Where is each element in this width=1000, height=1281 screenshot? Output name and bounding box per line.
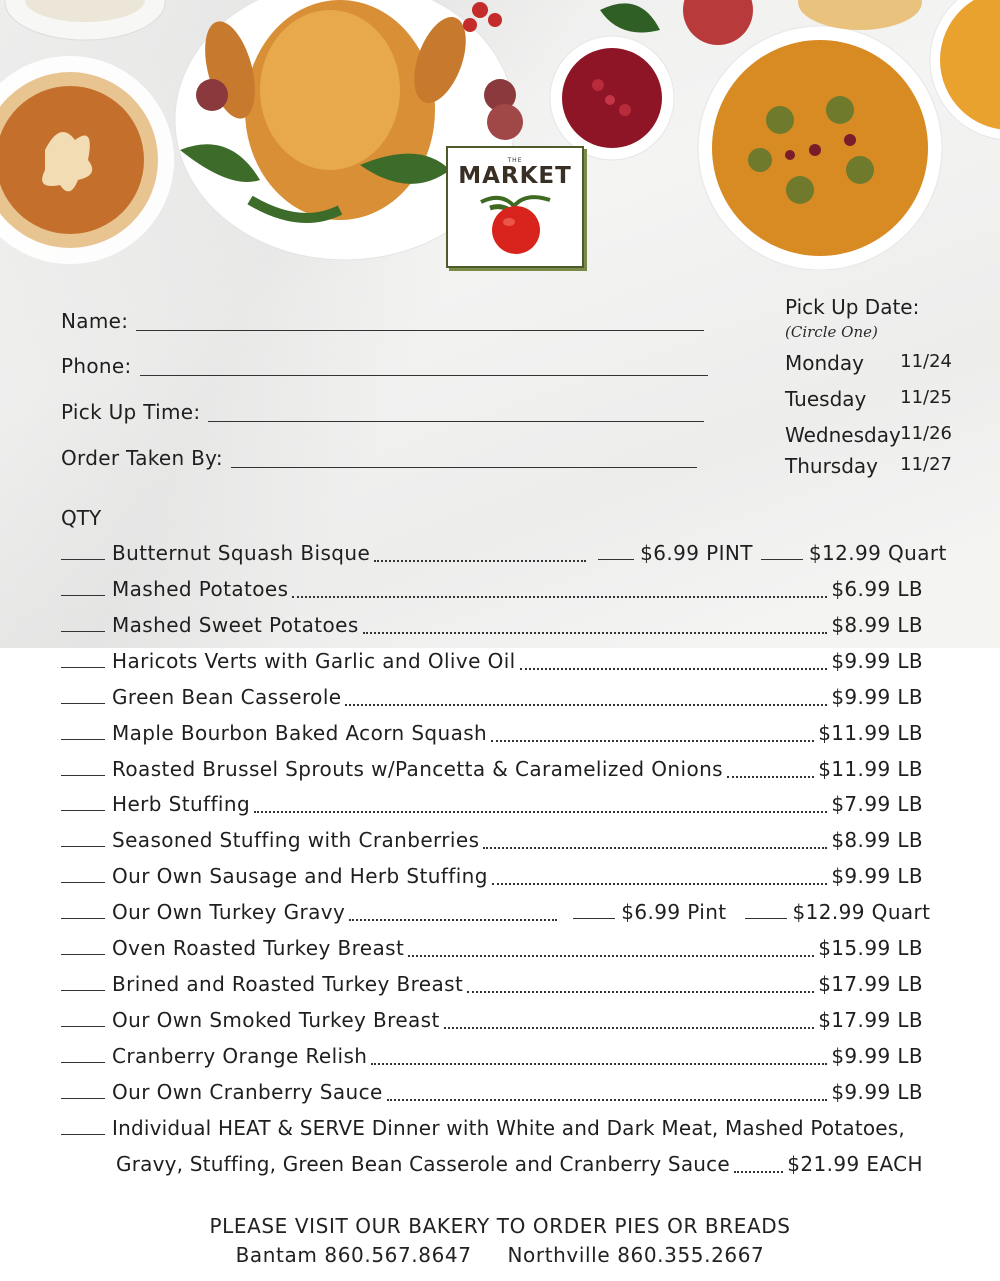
item-name: Our Own Turkey Gravy xyxy=(112,900,346,924)
market-logo xyxy=(446,146,584,268)
dot-leader xyxy=(491,739,814,742)
order-taken-row xyxy=(61,446,697,470)
menu-item-heat-serve-dinner-line2 xyxy=(116,1152,923,1178)
qty-blank[interactable] xyxy=(61,1044,105,1063)
item-name: Mashed Sweet Potatoes xyxy=(112,613,359,637)
dot-leader xyxy=(363,631,828,634)
pickup-day: Monday xyxy=(785,351,864,375)
pickup-date: 11/27 xyxy=(900,454,952,475)
pickup-time-row xyxy=(61,400,704,424)
qty-blank-pint[interactable] xyxy=(598,541,634,560)
item-price: $9.99 LB xyxy=(831,864,923,888)
phone-label: Phone: xyxy=(61,354,132,378)
dot-leader xyxy=(374,559,586,562)
item-price-pint: $6.99 PINT xyxy=(640,541,753,565)
menu-item-haricots-verts xyxy=(61,649,923,675)
menu-item-acorn-squash xyxy=(61,721,923,747)
menu-item-green-bean-casserole xyxy=(61,685,923,711)
item-price-quart: $12.99 Quart xyxy=(808,541,947,565)
menu-item-brussel-sprouts xyxy=(61,757,923,783)
name-label: Name: xyxy=(61,309,129,333)
bakery-notice: PLEASE VISIT OUR BAKERY TO ORDER PIES OR BREADS xyxy=(209,1214,791,1238)
menu-item-oven-roasted-turkey xyxy=(61,936,923,962)
dot-leader xyxy=(345,703,827,706)
item-name: Mashed Potatoes xyxy=(112,577,289,601)
dot-leader xyxy=(734,1170,783,1173)
phone-field[interactable] xyxy=(140,355,708,376)
item-name: Maple Bourbon Baked Acorn Squash xyxy=(112,721,488,745)
pickup-time-field[interactable] xyxy=(208,401,704,422)
qty-blank[interactable] xyxy=(61,900,105,919)
item-price: $11.99 LB xyxy=(818,757,923,781)
store-phones xyxy=(0,1243,1000,1267)
qty-blank[interactable] xyxy=(61,1008,105,1027)
pickup-date: 11/24 xyxy=(900,351,952,372)
dot-leader xyxy=(349,918,557,921)
qty-blank[interactable] xyxy=(61,577,105,596)
dot-leader xyxy=(371,1062,827,1065)
dot-leader xyxy=(492,882,827,885)
item-price: $17.99 LB xyxy=(818,972,923,996)
name-field[interactable] xyxy=(136,310,704,331)
item-name: Seasoned Stuffing with Cranberries xyxy=(112,828,480,852)
qty-blank[interactable] xyxy=(61,1080,105,1099)
item-price: $17.99 LB xyxy=(818,1008,923,1032)
qty-blank[interactable] xyxy=(61,972,105,991)
menu-item-cranberry-sauce xyxy=(61,1080,923,1106)
qty-blank[interactable] xyxy=(61,613,105,632)
logo-small-text: THE xyxy=(507,157,523,164)
phone-row xyxy=(61,354,708,378)
pickup-time-label: Pick Up Time: xyxy=(61,400,201,424)
item-price: $9.99 LB xyxy=(831,685,923,709)
menu-item-mashed-potatoes xyxy=(61,577,923,603)
item-name-continued: Gravy, Stuffing, Green Bean Casserole and Cranberry Sauce xyxy=(116,1152,730,1176)
dot-leader xyxy=(483,846,827,849)
qty-blank[interactable] xyxy=(61,936,105,955)
bantam-phone: Bantam 860.567.8647 xyxy=(235,1243,472,1267)
pickup-date: 11/26 xyxy=(900,423,952,444)
item-price: $9.99 LB xyxy=(831,649,923,673)
qty-blank[interactable] xyxy=(61,685,105,704)
item-name: Our Own Cranberry Sauce xyxy=(112,1080,383,1104)
item-name: Individual HEAT & SERVE Dinner with White and Dark Meat, Mashed Potatoes, xyxy=(112,1116,905,1140)
pickup-day: Wednesday xyxy=(785,423,901,447)
item-name: Haricots Verts with Garlic and Olive Oil xyxy=(112,649,516,673)
menu-item-seasoned-stuffing xyxy=(61,828,923,854)
qty-blank-quart[interactable] xyxy=(745,900,787,919)
dot-leader xyxy=(408,954,814,957)
logo-word: MARKET xyxy=(458,163,572,189)
item-name: Oven Roasted Turkey Breast xyxy=(112,936,405,960)
qty-blank[interactable] xyxy=(61,757,105,776)
item-price: $21.99 EACH xyxy=(787,1152,923,1176)
menu-item-heat-serve-dinner xyxy=(61,1116,923,1142)
item-price: $9.99 LB xyxy=(831,1044,923,1068)
dot-leader xyxy=(467,990,814,993)
item-price: $7.99 LB xyxy=(831,792,923,816)
pickup-date-panel xyxy=(785,295,975,478)
qty-blank[interactable] xyxy=(61,792,105,811)
name-row xyxy=(61,309,704,333)
item-price-pint: $6.99 Pint xyxy=(621,900,727,924)
item-name: Our Own Sausage and Herb Stuffing xyxy=(112,864,488,888)
item-name: Herb Stuffing xyxy=(112,792,251,816)
dot-leader xyxy=(387,1098,828,1101)
menu-item-turkey-gravy xyxy=(61,900,931,926)
order-taken-field[interactable] xyxy=(231,447,697,468)
qty-blank-quart[interactable] xyxy=(761,541,803,560)
menu-item-brined-turkey xyxy=(61,972,923,998)
item-name: Green Bean Casserole xyxy=(112,685,342,709)
menu-item-smoked-turkey xyxy=(61,1008,923,1034)
qty-blank[interactable] xyxy=(61,649,105,668)
qty-header: QTY xyxy=(61,506,102,530)
item-name: Cranberry Orange Relish xyxy=(112,1044,368,1068)
menu-item-sausage-herb-stuffing xyxy=(61,864,923,890)
item-name: Butternut Squash Bisque xyxy=(112,541,371,565)
menu-item-mashed-sweet-potatoes xyxy=(61,613,923,639)
item-price: $9.99 LB xyxy=(831,1080,923,1104)
pickup-date: 11/25 xyxy=(900,387,952,408)
northville-phone: Northville 860.355.2667 xyxy=(507,1243,765,1267)
item-price: $8.99 LB xyxy=(831,613,923,637)
qty-blank-pint[interactable] xyxy=(573,900,615,919)
dot-leader xyxy=(444,1026,814,1029)
qty-blank[interactable] xyxy=(61,828,105,847)
dot-leader xyxy=(520,667,828,670)
pickup-date-title: Pick Up Date: xyxy=(785,295,920,319)
qty-blank[interactable] xyxy=(61,864,105,883)
menu-item-butternut-squash-bisque xyxy=(61,541,947,567)
item-price-quart: $12.99 Quart xyxy=(792,900,931,924)
menu-item-cranberry-relish xyxy=(61,1044,923,1070)
item-price: $6.99 LB xyxy=(831,577,923,601)
item-name: Brined and Roasted Turkey Breast xyxy=(112,972,464,996)
pickup-day: Thursday xyxy=(785,454,878,478)
item-price: $11.99 LB xyxy=(818,721,923,745)
pickup-day: Tuesday xyxy=(785,387,867,411)
qty-blank[interactable] xyxy=(61,541,105,560)
dot-leader xyxy=(254,810,827,813)
item-name: Roasted Brussel Sprouts w/Pancetta & Caramelized Onions xyxy=(112,757,723,781)
menu-item-herb-stuffing xyxy=(61,792,923,818)
qty-blank[interactable] xyxy=(61,1116,105,1135)
pickup-date-note: (Circle One) xyxy=(785,323,878,341)
order-taken-label: Order Taken By: xyxy=(61,446,223,470)
tomato-icon xyxy=(476,192,554,256)
dot-leader xyxy=(292,595,827,598)
dot-leader xyxy=(727,775,814,778)
item-price: $15.99 LB xyxy=(818,936,923,960)
item-price: $8.99 LB xyxy=(831,828,923,852)
qty-blank[interactable] xyxy=(61,721,105,740)
item-name: Our Own Smoked Turkey Breast xyxy=(112,1008,440,1032)
